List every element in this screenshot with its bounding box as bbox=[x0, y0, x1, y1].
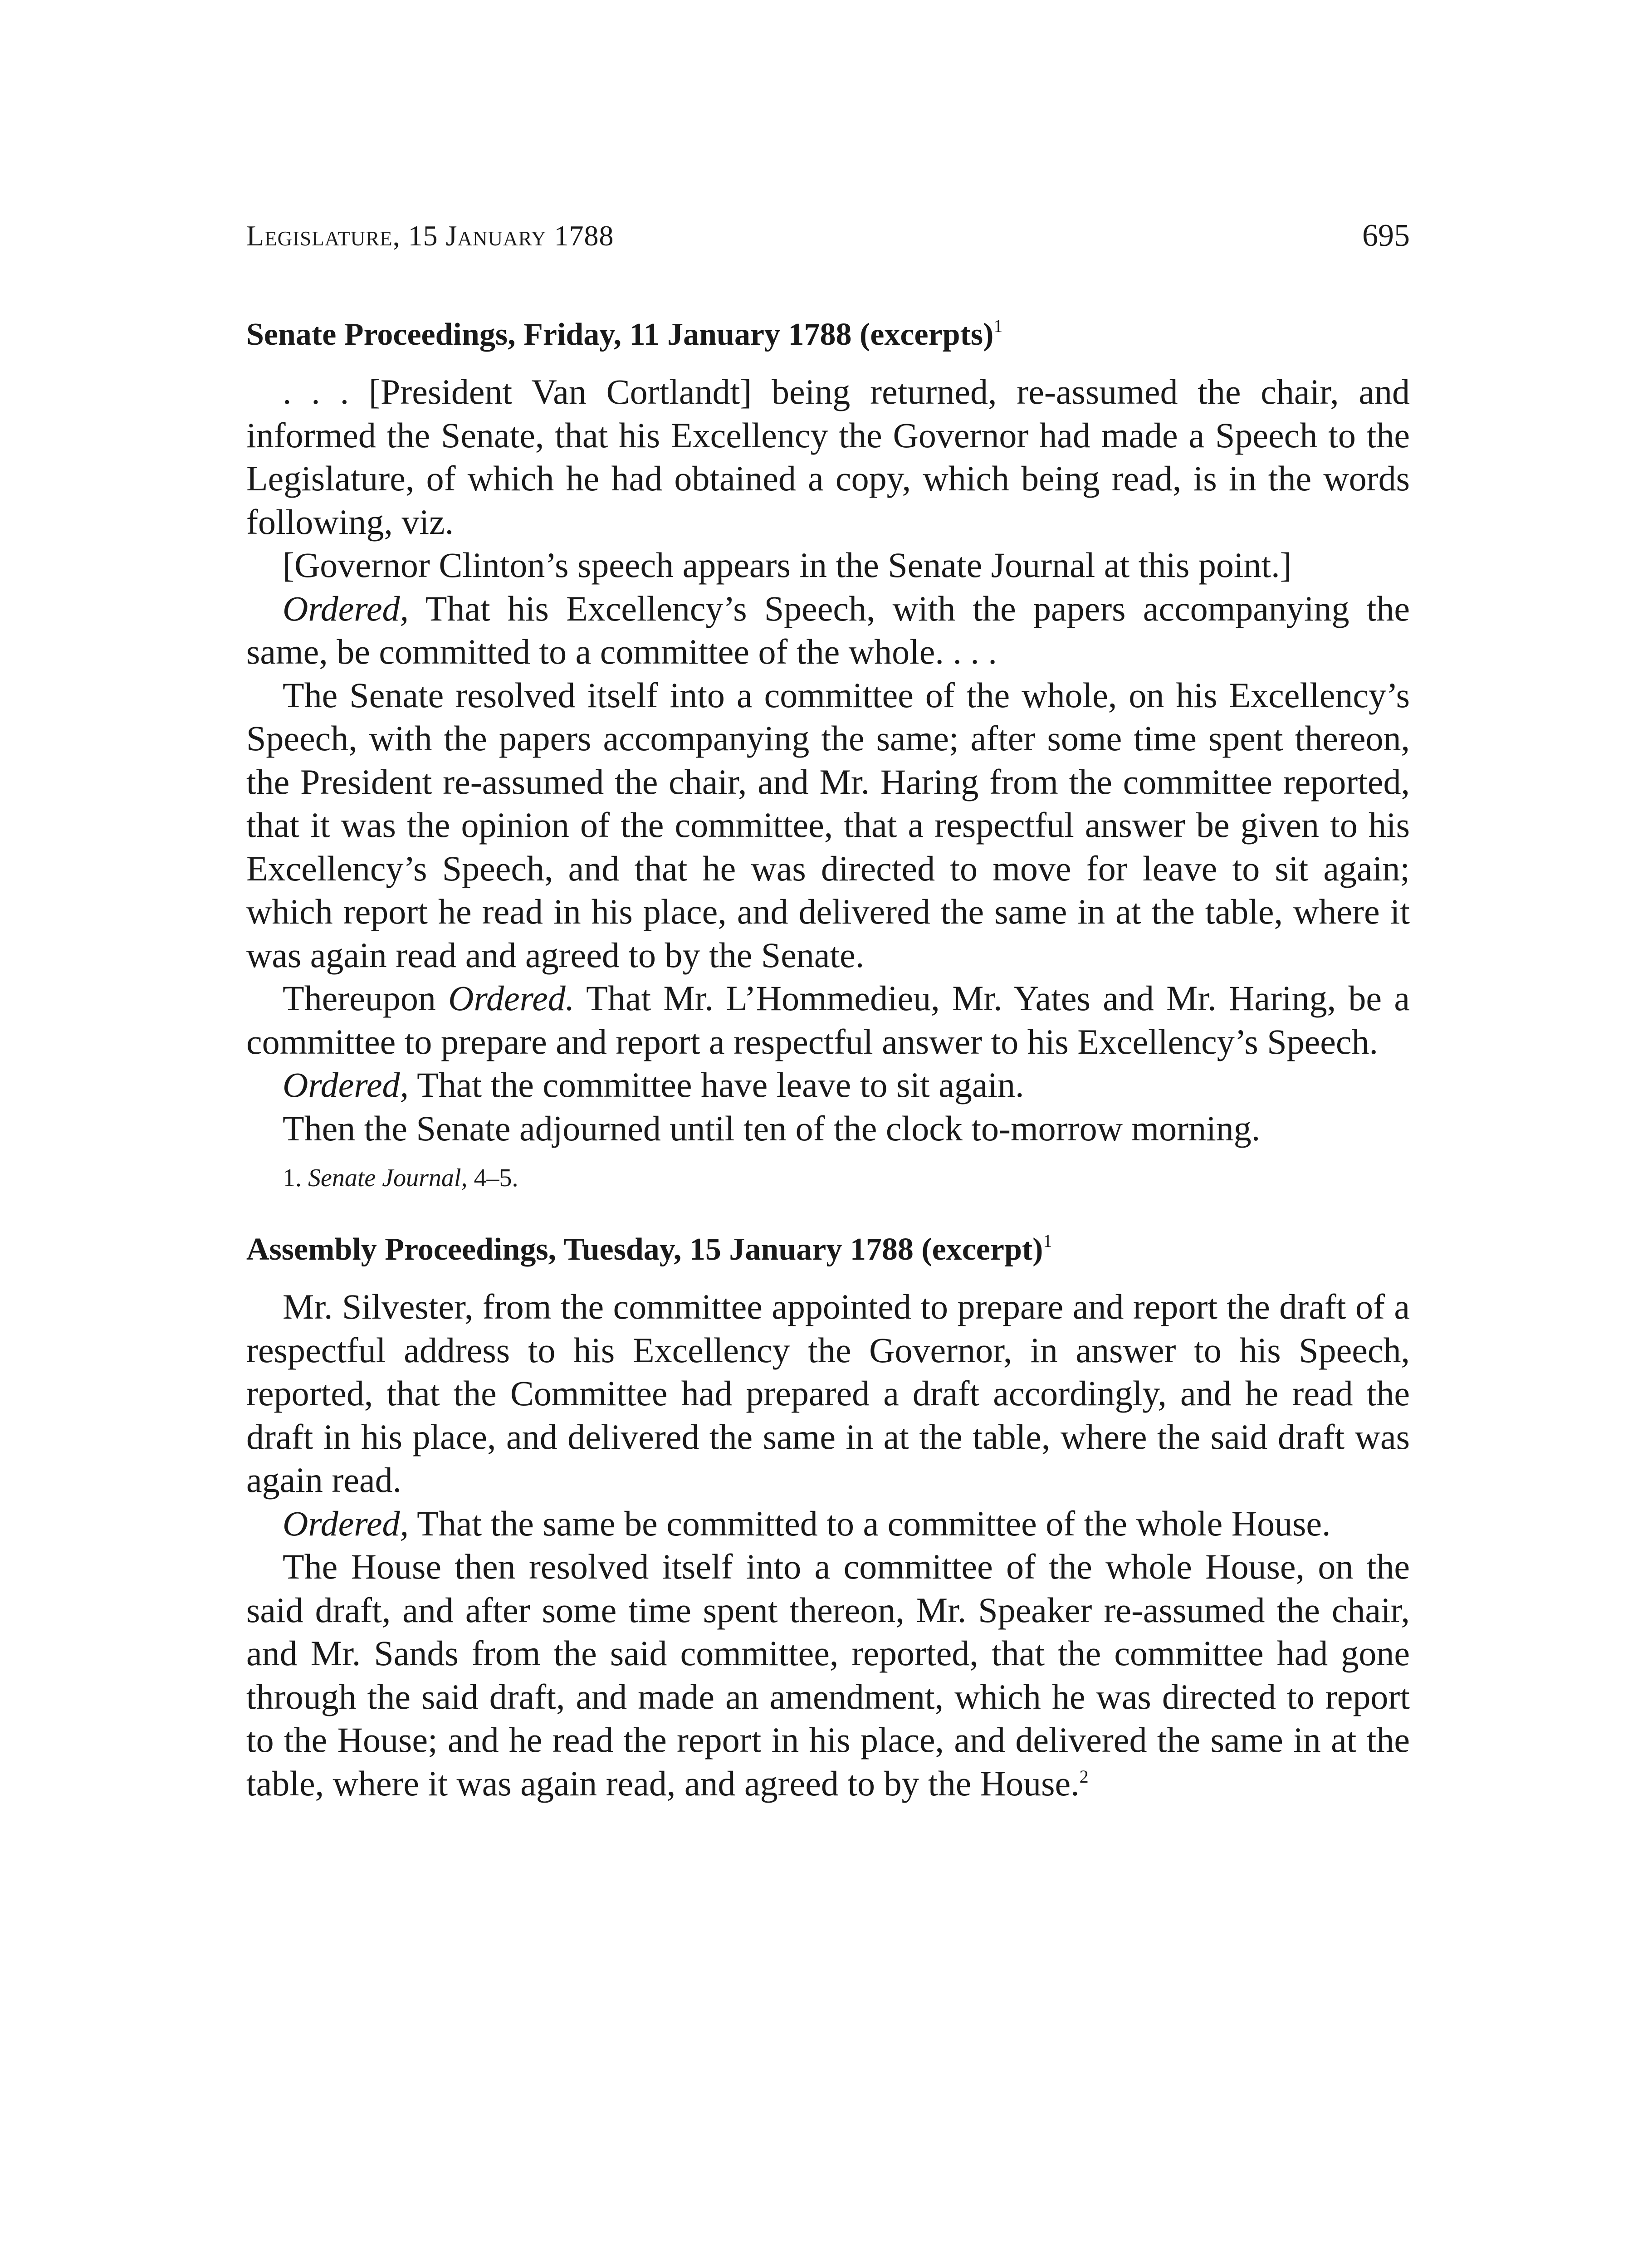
senate-paragraph-4: The Senate resolved itself into a committee of the whole, on his Excellency’s Speech, with the papers accompanying the same; after some time spent thereon, the President re-assumed the chair, and Mr. Haring from the committee reported, that it was the opinion of the committee, that a respectful answer be given to his Excellency’s Speech, and that he was directed to move for leave to sit again; which report he read in his place, and delivered the same in at the table, where it was again read and agreed to by the Senate. bbox=[246, 675, 1410, 975]
senate-heading bbox=[246, 313, 1410, 357]
senate-section bbox=[246, 313, 1410, 1196]
ordered-italic: Ordered, bbox=[283, 1065, 409, 1105]
senate-heading-note: 1 bbox=[993, 316, 1003, 336]
assembly-paragraph-2-text: That the same be committed to a committee of the whole House. bbox=[409, 1503, 1331, 1543]
ordered-italic: Ordered. bbox=[448, 978, 575, 1018]
senate-paragraph-6-text: That the committee have leave to sit again. bbox=[409, 1065, 1024, 1105]
assembly-section bbox=[246, 1228, 1410, 1805]
assembly-heading-text: Assembly Proceedings, Tuesday, 15 January 1788 (excerpt) bbox=[246, 1232, 1043, 1267]
document-page bbox=[246, 218, 1410, 1805]
senate-paragraph-6 bbox=[246, 1063, 1410, 1107]
ordered-italic: Ordered, bbox=[283, 1503, 409, 1543]
running-head bbox=[246, 218, 1410, 254]
page-number: 695 bbox=[1362, 218, 1410, 253]
assembly-paragraph-3-note: 2 bbox=[1079, 1766, 1089, 1787]
footnote-source: Senate Journal, bbox=[308, 1164, 468, 1192]
footnote-number: 1. bbox=[283, 1164, 308, 1192]
senate-paragraph-3 bbox=[246, 587, 1410, 674]
assembly-heading bbox=[246, 1228, 1410, 1271]
senate-paragraph-1: . . . [President Van Cortlandt] being returned, re-assumed the chair, and informed the Senate, that his Excellency the Governor had made a Speech to the Legislature, of which he had obtained a copy, which being read, is in the words following, viz. bbox=[246, 372, 1410, 542]
senate-paragraph-2: [Governor Clinton’s speech appears in the Senate Journal at this point.] bbox=[283, 545, 1292, 585]
senate-paragraph-5-text: That Mr. L’Hommedieu, Mr. Yates and Mr. Haring, be a committee to prepare and report a respectful answer to his Excellency’s Speech. bbox=[246, 978, 1410, 1061]
ordered-italic: Ordered, bbox=[283, 588, 409, 628]
senate-paragraph-3-text: That his Excellency’s Speech, with the papers accompanying the same, be committed to a committee of the whole. . . . bbox=[246, 588, 1410, 671]
senate-paragraph-5-lead: Thereupon bbox=[283, 978, 449, 1018]
assembly-paragraph-1: Mr. Silvester, from the committee appointed to prepare and report the draft of a respectful address to his Excellency the Governor, in answer to his Speech, reported, that the Committee had prepared a draft accordingly, and he read the draft in his place, and delivered the same in at the table, where the said draft was again read. bbox=[246, 1287, 1410, 1500]
senate-paragraph-5 bbox=[246, 977, 1410, 1063]
assembly-paragraph-2 bbox=[246, 1502, 1410, 1545]
assembly-paragraph-3-text: The House then resolved itself into a committee of the whole House, on the said draft, and after some time spent thereon, Mr. Speaker re-assumed the chair, and Mr. Sands from the said committee, reported, that the committee had gone through the said draft, and made an amendment, which he was directed to report to the House; and he read the report in his place, and delivered the same in at the table, where it was again read, and agreed to by the House. bbox=[246, 1547, 1410, 1803]
senate-heading-text: Senate Proceedings, Friday, 11 January 1788 (excerpts) bbox=[246, 317, 994, 352]
running-head-title: Legislature, 15 January 1788 bbox=[246, 220, 614, 252]
assembly-paragraph-3 bbox=[246, 1545, 1410, 1805]
senate-paragraph-7: Then the Senate adjourned until ten of the clock to-morrow morning. bbox=[283, 1108, 1261, 1148]
senate-footnote bbox=[246, 1160, 1410, 1196]
assembly-heading-note: 1 bbox=[1043, 1231, 1052, 1251]
footnote-pages: 4–5. bbox=[467, 1164, 518, 1192]
